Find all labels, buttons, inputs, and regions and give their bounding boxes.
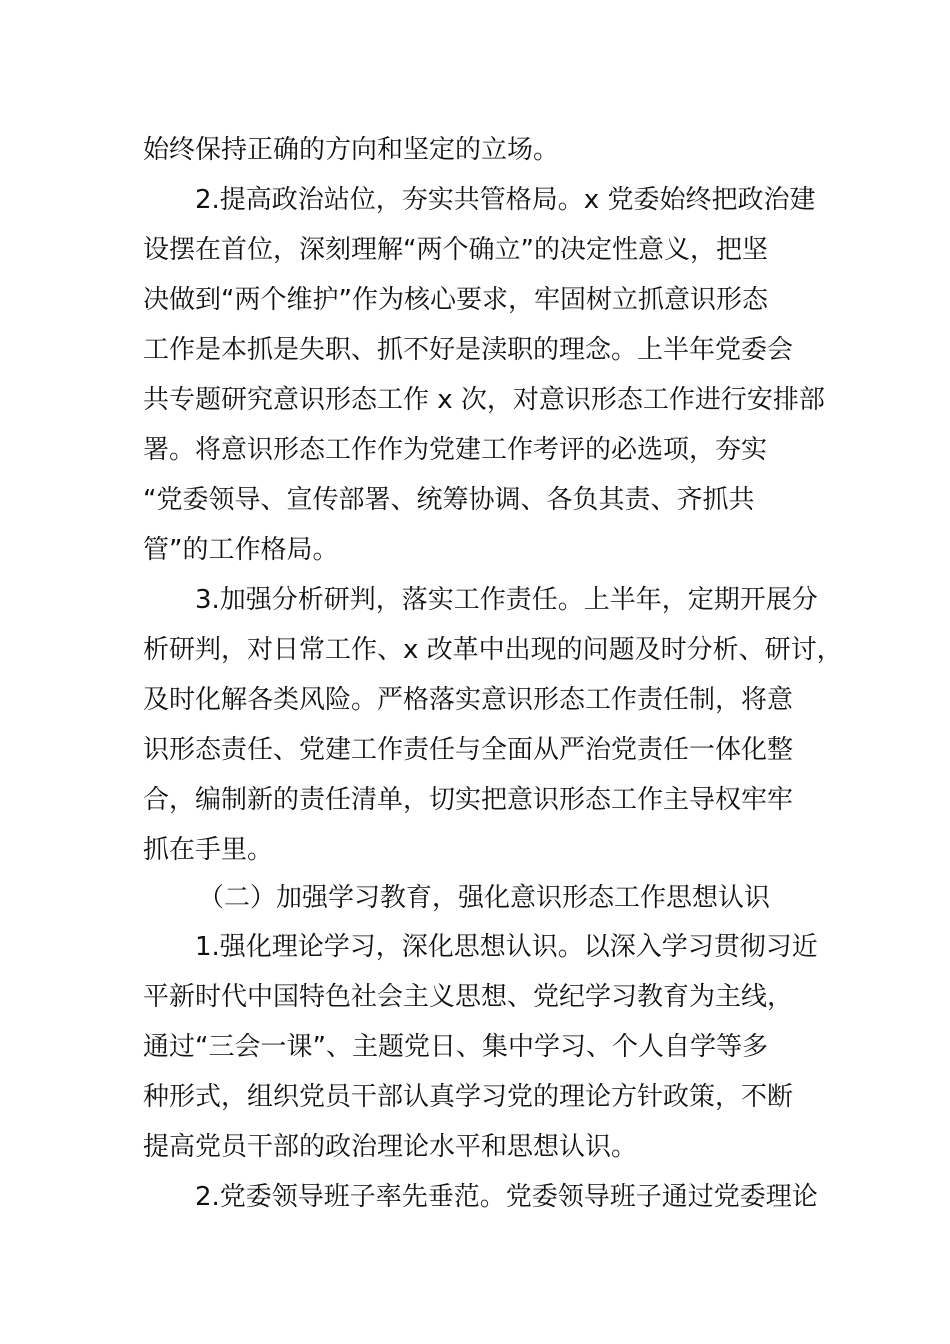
paragraph-line: 及时化解各类风险。严格落实意识形态工作责任制，将意 [143, 685, 794, 715]
paragraph-line: 平新时代中国特色社会主义思想、党纪学习教育为主线， [143, 982, 794, 1012]
paragraph-line: 共专题研究意识形态工作 x 次，对意识形态工作进行安排部 [143, 385, 825, 415]
section-heading: （二）加强学习教育，强化意识形态工作思想认识 [198, 883, 771, 913]
paragraph-line: 工作是本抓是失职、抓不好是渎职的理念。上半年党委会 [143, 335, 794, 365]
paragraph-line: 署。将意识形态工作作为党建工作考评的必选项，夯实 [143, 435, 768, 465]
paragraph-line: “党委领导、宣传部署、统筹协调、各负其责、齐抓共 [143, 485, 755, 515]
paragraph-line: 设摆在首位，深刻理解“两个确立”的决定性意义，把坚 [143, 235, 768, 265]
paragraph-line: 析研判，对日常工作、x 改革中出现的问题及时分析、研讨， [143, 635, 843, 665]
paragraph-first-line: 3.加强分析研判，落实工作责任。上半年，定期开展分 [195, 585, 818, 615]
paragraph-first-line: 2.党委领导班子率先垂范。党委领导班子通过党委理论 [195, 1182, 818, 1212]
paragraph-line: 管”的工作格局。 [143, 535, 339, 565]
paragraph-line: 决做到“两个维护”作为核心要求，牢固树立抓意识形态 [143, 285, 768, 315]
paragraph-line: 通过“三会一课”、主题党日、集中学习、个人自学等多 [143, 1032, 768, 1062]
paragraph-line: 种形式，组织党员干部认真学习党的理论方针政策，不断 [143, 1082, 794, 1112]
paragraph-line: 始终保持正确的方向和坚定的立场。 [143, 135, 560, 165]
paragraph-line: 合，编制新的责任清单，切实把意识形态工作主导权牢牢 [143, 785, 794, 815]
paragraph-line: 提高党员干部的政治理论水平和思想认识。 [143, 1132, 638, 1162]
paragraph-first-line: 2.提高政治站位，夯实共管格局。x 党委始终把政治建 [195, 185, 816, 215]
paragraph-line: 识形态责任、党建工作责任与全面从严治党责任一体化整 [143, 735, 794, 765]
paragraph-first-line: 1.强化理论学习，深化思想认识。以深入学习贯彻习近 [195, 932, 818, 962]
paragraph-line: 抓在手里。 [143, 835, 274, 865]
